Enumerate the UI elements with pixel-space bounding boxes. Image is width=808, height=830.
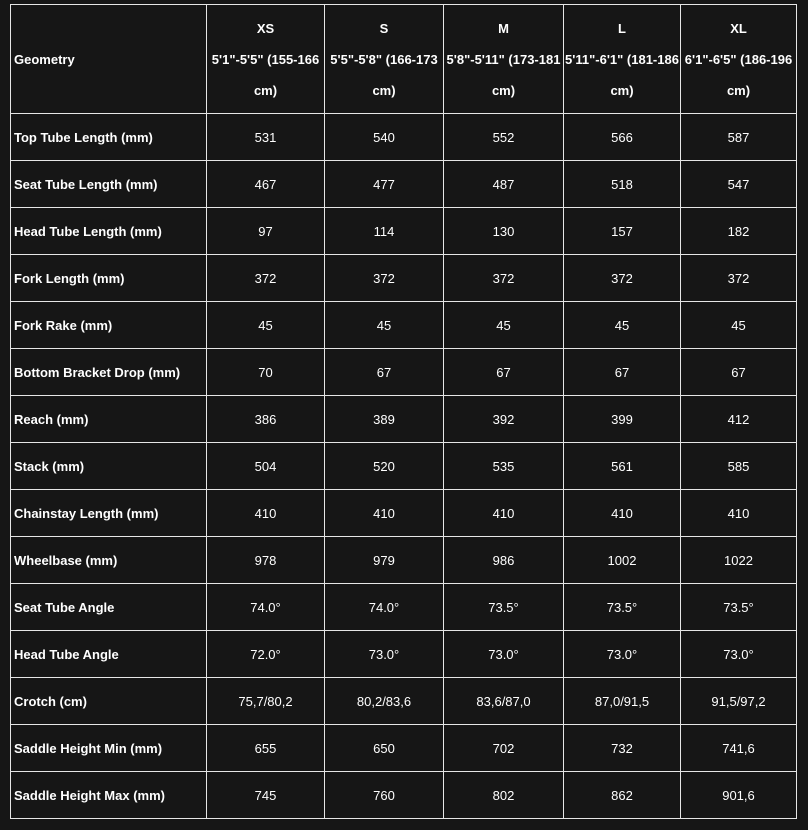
table-cell: 73.0° xyxy=(325,631,444,678)
table-cell: 979 xyxy=(325,537,444,584)
table-row xyxy=(11,584,797,631)
table-cell: 157 xyxy=(564,208,681,255)
table-cell: 75,7/80,2 xyxy=(207,678,325,725)
table-cell: 372 xyxy=(325,255,444,302)
table-cell: 97 xyxy=(207,208,325,255)
table-row xyxy=(11,396,797,443)
table-row xyxy=(11,255,797,302)
table-row xyxy=(11,725,797,772)
table-cell: 566 xyxy=(564,114,681,161)
table-row xyxy=(11,114,797,161)
table-cell: 901,6 xyxy=(681,772,797,819)
row-label: Fork Length (mm) xyxy=(11,255,207,302)
row-label: Seat Tube Angle xyxy=(11,584,207,631)
table-cell: 410 xyxy=(325,490,444,537)
table-cell: 74.0° xyxy=(325,584,444,631)
table-cell: 73.0° xyxy=(681,631,797,678)
table-cell: 45 xyxy=(325,302,444,349)
table-cell: 587 xyxy=(681,114,797,161)
table-cell: 702 xyxy=(444,725,564,772)
table-cell: 80,2/83,6 xyxy=(325,678,444,725)
table-cell: 70 xyxy=(207,349,325,396)
table-cell: 67 xyxy=(444,349,564,396)
table-cell: 386 xyxy=(207,396,325,443)
size-range: 6'1"-6'5" (186-196 cm) xyxy=(684,51,793,98)
table-cell: 650 xyxy=(325,725,444,772)
table-cell: 535 xyxy=(444,443,564,490)
table-cell: 73.5° xyxy=(444,584,564,631)
row-label: Wheelbase (mm) xyxy=(11,537,207,584)
table-row xyxy=(11,631,797,678)
table-row xyxy=(11,161,797,208)
table-cell: 862 xyxy=(564,772,681,819)
table-cell: 67 xyxy=(325,349,444,396)
table-cell: 410 xyxy=(207,490,325,537)
table-row xyxy=(11,490,797,537)
size-range: 5'11"-6'1" (181-186 cm) xyxy=(565,51,679,98)
table-cell: 760 xyxy=(325,772,444,819)
table-cell: 45 xyxy=(444,302,564,349)
table-cell: 477 xyxy=(325,161,444,208)
size-name: M xyxy=(498,20,509,36)
table-row xyxy=(11,537,797,584)
row-label: Fork Rake (mm) xyxy=(11,302,207,349)
table-cell: 372 xyxy=(564,255,681,302)
table-cell: 504 xyxy=(207,443,325,490)
table-row xyxy=(11,349,797,396)
table-cell: 585 xyxy=(681,443,797,490)
row-label: Head Tube Angle xyxy=(11,631,207,678)
size-name: XL xyxy=(730,20,747,36)
table-cell: 45 xyxy=(564,302,681,349)
table-cell: 73.5° xyxy=(564,584,681,631)
geometry-table xyxy=(10,4,797,819)
table-row xyxy=(11,302,797,349)
row-label: Chainstay Length (mm) xyxy=(11,490,207,537)
table-cell: 410 xyxy=(564,490,681,537)
table-cell: 410 xyxy=(681,490,797,537)
table-cell: 1002 xyxy=(564,537,681,584)
row-label: Head Tube Length (mm) xyxy=(11,208,207,255)
table-cell: 389 xyxy=(325,396,444,443)
table-cell: 978 xyxy=(207,537,325,584)
table-cell: 130 xyxy=(444,208,564,255)
table-row xyxy=(11,678,797,725)
table-cell: 540 xyxy=(325,114,444,161)
table-cell: 518 xyxy=(564,161,681,208)
size-range: 5'8"-5'11" (173-181 cm) xyxy=(446,51,561,98)
row-label: Top Tube Length (mm) xyxy=(11,114,207,161)
table-row xyxy=(11,208,797,255)
table-cell: 372 xyxy=(681,255,797,302)
table-cell: 741,6 xyxy=(681,725,797,772)
table-cell: 655 xyxy=(207,725,325,772)
table-cell: 372 xyxy=(444,255,564,302)
table-cell: 487 xyxy=(444,161,564,208)
row-label: Crotch (cm) xyxy=(11,678,207,725)
row-label: Saddle Height Min (mm) xyxy=(11,725,207,772)
table-cell: 392 xyxy=(444,396,564,443)
size-name: XS xyxy=(256,20,275,36)
row-label: Reach (mm) xyxy=(11,396,207,443)
table-cell: 531 xyxy=(207,114,325,161)
table-row xyxy=(11,443,797,490)
table-cell: 552 xyxy=(444,114,564,161)
row-label: Stack (mm) xyxy=(11,443,207,490)
header-size-m xyxy=(444,5,564,114)
header-size-s xyxy=(325,5,444,114)
size-range: 5'1"-5'5" (155-166 cm) xyxy=(211,51,320,98)
table-cell: 1022 xyxy=(681,537,797,584)
header-size-xs xyxy=(207,5,325,114)
table-cell: 802 xyxy=(444,772,564,819)
table-cell: 412 xyxy=(681,396,797,443)
table-cell: 986 xyxy=(444,537,564,584)
table-cell: 73.5° xyxy=(681,584,797,631)
header-geometry-label: Geometry xyxy=(11,5,207,114)
header-size-l xyxy=(564,5,681,114)
table-cell: 73.0° xyxy=(444,631,564,678)
table-cell: 67 xyxy=(564,349,681,396)
row-label: Seat Tube Length (mm) xyxy=(11,161,207,208)
table-cell: 83,6/87,0 xyxy=(444,678,564,725)
table-cell: 467 xyxy=(207,161,325,208)
table-cell: 74.0° xyxy=(207,584,325,631)
table-cell: 72.0° xyxy=(207,631,325,678)
table-cell: 67 xyxy=(681,349,797,396)
size-range: 5'5"-5'8" (166-173 cm) xyxy=(330,51,438,98)
size-name: S xyxy=(379,20,389,36)
table-cell: 73.0° xyxy=(564,631,681,678)
table-cell: 399 xyxy=(564,396,681,443)
table-cell: 45 xyxy=(681,302,797,349)
table-cell: 91,5/97,2 xyxy=(681,678,797,725)
table-cell: 520 xyxy=(325,443,444,490)
table-cell: 410 xyxy=(444,490,564,537)
row-label: Bottom Bracket Drop (mm) xyxy=(11,349,207,396)
table-cell: 745 xyxy=(207,772,325,819)
table-cell: 372 xyxy=(207,255,325,302)
table-cell: 114 xyxy=(325,208,444,255)
table-row xyxy=(11,772,797,819)
table-cell: 547 xyxy=(681,161,797,208)
table-body xyxy=(11,114,797,819)
header-row xyxy=(11,5,797,114)
header-size-xl xyxy=(681,5,797,114)
table-cell: 87,0/91,5 xyxy=(564,678,681,725)
table-cell: 561 xyxy=(564,443,681,490)
row-label: Saddle Height Max (mm) xyxy=(11,772,207,819)
table-cell: 45 xyxy=(207,302,325,349)
size-name: L xyxy=(618,20,626,36)
table-cell: 732 xyxy=(564,725,681,772)
table-cell: 182 xyxy=(681,208,797,255)
